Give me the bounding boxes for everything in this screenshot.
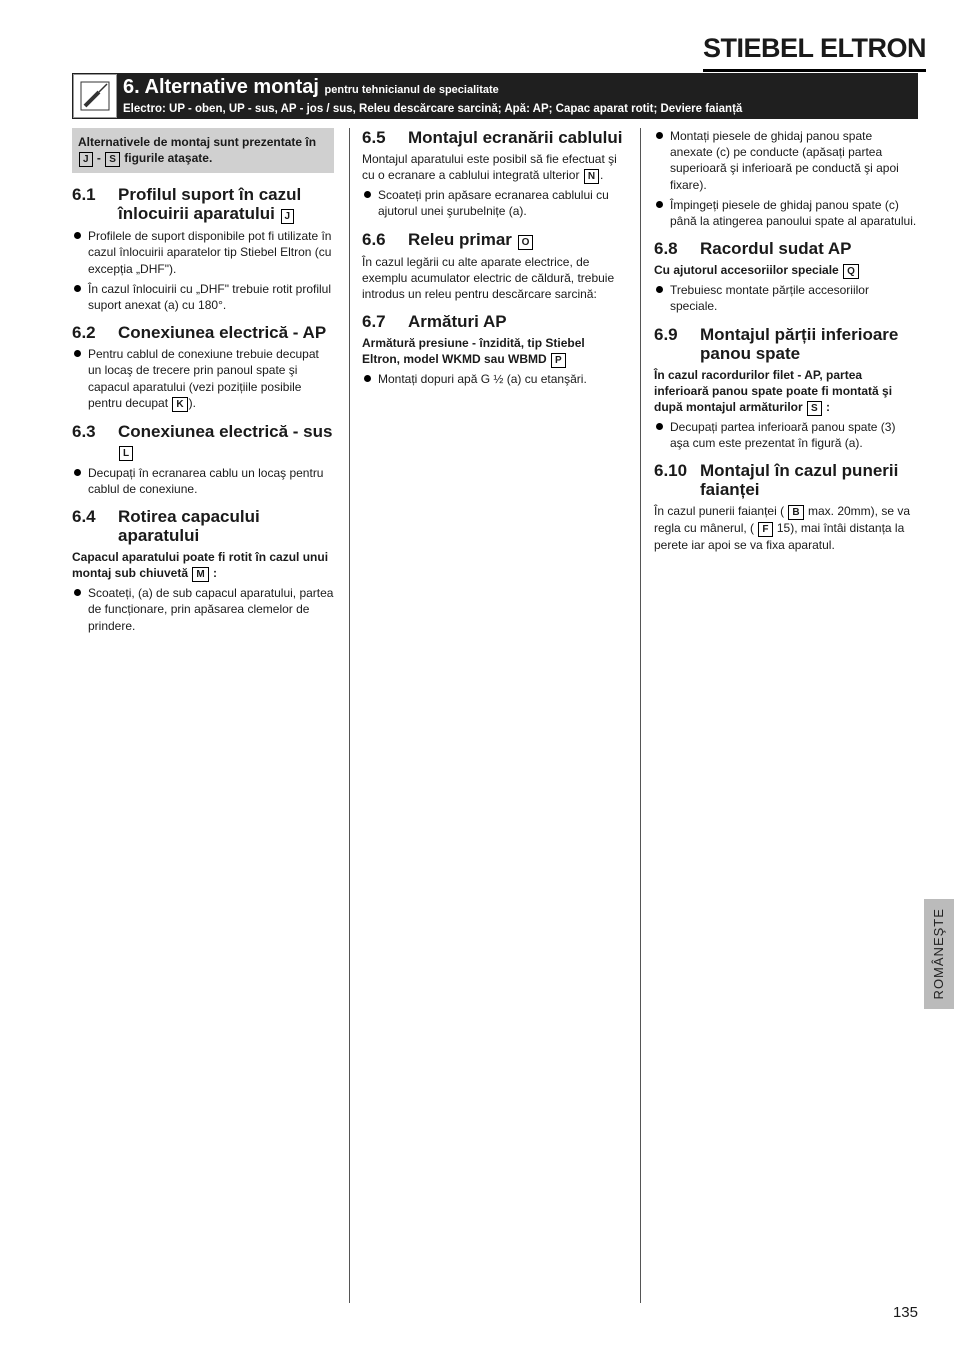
list-item: Scoateți prin apăsare ecranarea cablului cu ajutorul unei şurubelnițe (a). — [362, 187, 626, 219]
section-lead: Armătură presiune - înzidită, tip Stiebel Eltron, model WKMD sau WBMD P — [362, 336, 585, 367]
intro-text: figurile ataşate. — [124, 151, 213, 166]
banner-subtitle: Electro: UP - oben, UP - sus, AP - jos / sus, Releu descărcare sarcină; Apă: AP; Capac aparat rotit; Deviere faianță — [123, 103, 743, 115]
intro-text: Alternativele de montaj sunt prezentate în — [78, 135, 317, 149]
list-item: Pentru cablul de conexiune trebuie decupat un locaş de trecere prin panoul spate şi capacul aparatului (vezi pozițiile posibile pentru decupat K ). — [72, 346, 334, 412]
section-heading: 6.4 Rotirea capacului aparatului — [72, 507, 260, 546]
banner-title-suffix: pentru tehnicianul de specialitate — [324, 84, 499, 96]
section-lead: Capacul aparatului poate fi rotit în cazul unui montaj sub chiuvetă M : — [72, 550, 329, 581]
list-item: Profilele de suport disponibile pot fi utilizate în cazul înlocuirii aparatelor tip Stiebel Eltron (cu excepția „DHF"). — [72, 228, 334, 277]
column-right — [654, 128, 918, 556]
section-lead: În cazul racordurilor filet - AP, partea inferioară panou spate poate fi montată şi după montajul armăturilor S : — [654, 367, 893, 414]
column-divider — [640, 128, 641, 1303]
list-item: Decupați în ecranarea cablu un locaş pentru cablul de conexiune. — [72, 465, 334, 497]
paragraph: În cazul punerii faianței ( B max. 20mm), se va regla cu mânerul, ( F 15), mai întâi distanța la perete iar apoi se va fixa aparatul. — [654, 504, 911, 553]
list-item: Montați piesele de ghidaj panou spate anexate (c) pe conducte (apăsați partea superioară şi inferioară pe conductă şi apoi fixare). — [654, 128, 918, 193]
paragraph: Montajul aparatului este posibil să fie efectuat şi cu o ecranare a cablului integrată ulterior N . — [362, 152, 617, 183]
intro-box: Alternativele de montaj sunt prezentate în J - S figurile ataşate. — [72, 128, 334, 173]
section-heading: 6.9 Montajul părții inferioare panou spate — [654, 324, 899, 363]
list-item: Scoateți, (a) de sub capacul aparatului, partea de funcționare, prin apăsarea clemelor de prindere. — [72, 585, 334, 634]
list-item: Decupați partea inferioară panou spate (3) aşa cum este prezentat în figură (a). — [654, 419, 918, 451]
figure-tag: S — [105, 152, 120, 167]
list-item: Montați dopuri apă G ½ (a) cu etanşări. — [362, 371, 626, 387]
figure-tag: J — [79, 152, 93, 167]
brand-logo: STIEBEL ELTRON — [703, 30, 926, 72]
column-divider — [349, 128, 350, 1303]
section-lead: Cu ajutorul accesoriilor speciale Q — [654, 262, 918, 279]
list-item: Împingeți piesele de ghidaj panou spate (c) până la atingerea panoului spate al aparatului. — [654, 197, 918, 229]
section-heading: 6.6 Releu primar O — [362, 230, 626, 250]
section-heading: 6.8 Racordul sudat AP — [654, 239, 852, 259]
list-item: În cazul înlocuirii cu „DHF" trebuie rotit profilul suport anexat (a) cu 180°. — [72, 281, 334, 313]
list-item: Trebuiesc montate părțile accesoriilor speciale. — [654, 282, 918, 314]
paragraph: În cazul legării cu alte aparate electrice, de exemplu acumulator electric de căldură, trebuie introdus un releu pentru descărcare sarcină: — [362, 254, 615, 301]
banner-title: 6. Alternative montaj — [123, 76, 319, 98]
section-heading: 6.7 Armături AP — [362, 312, 507, 332]
page-number: 135 — [892, 1304, 918, 1321]
language-tab: ROMÂNEŞTE — [924, 899, 954, 1009]
column-left — [72, 128, 334, 638]
section-heading: 6.3 Conexiunea electrică - sus L — [72, 421, 333, 459]
column-middle — [362, 128, 626, 392]
section-heading: 6.2 Conexiunea electrică - AP — [72, 323, 327, 343]
screwdriver-icon — [73, 74, 117, 118]
section-heading: 6.10 Montajul în cazul punerii faianței — [654, 461, 899, 500]
section-heading: 6.5 Montajul ecranării cablului — [362, 128, 623, 147]
section-heading: 6.1 Profilul suport în cazul înlocuirii aparatului J — [72, 185, 302, 224]
section-banner — [72, 73, 918, 119]
